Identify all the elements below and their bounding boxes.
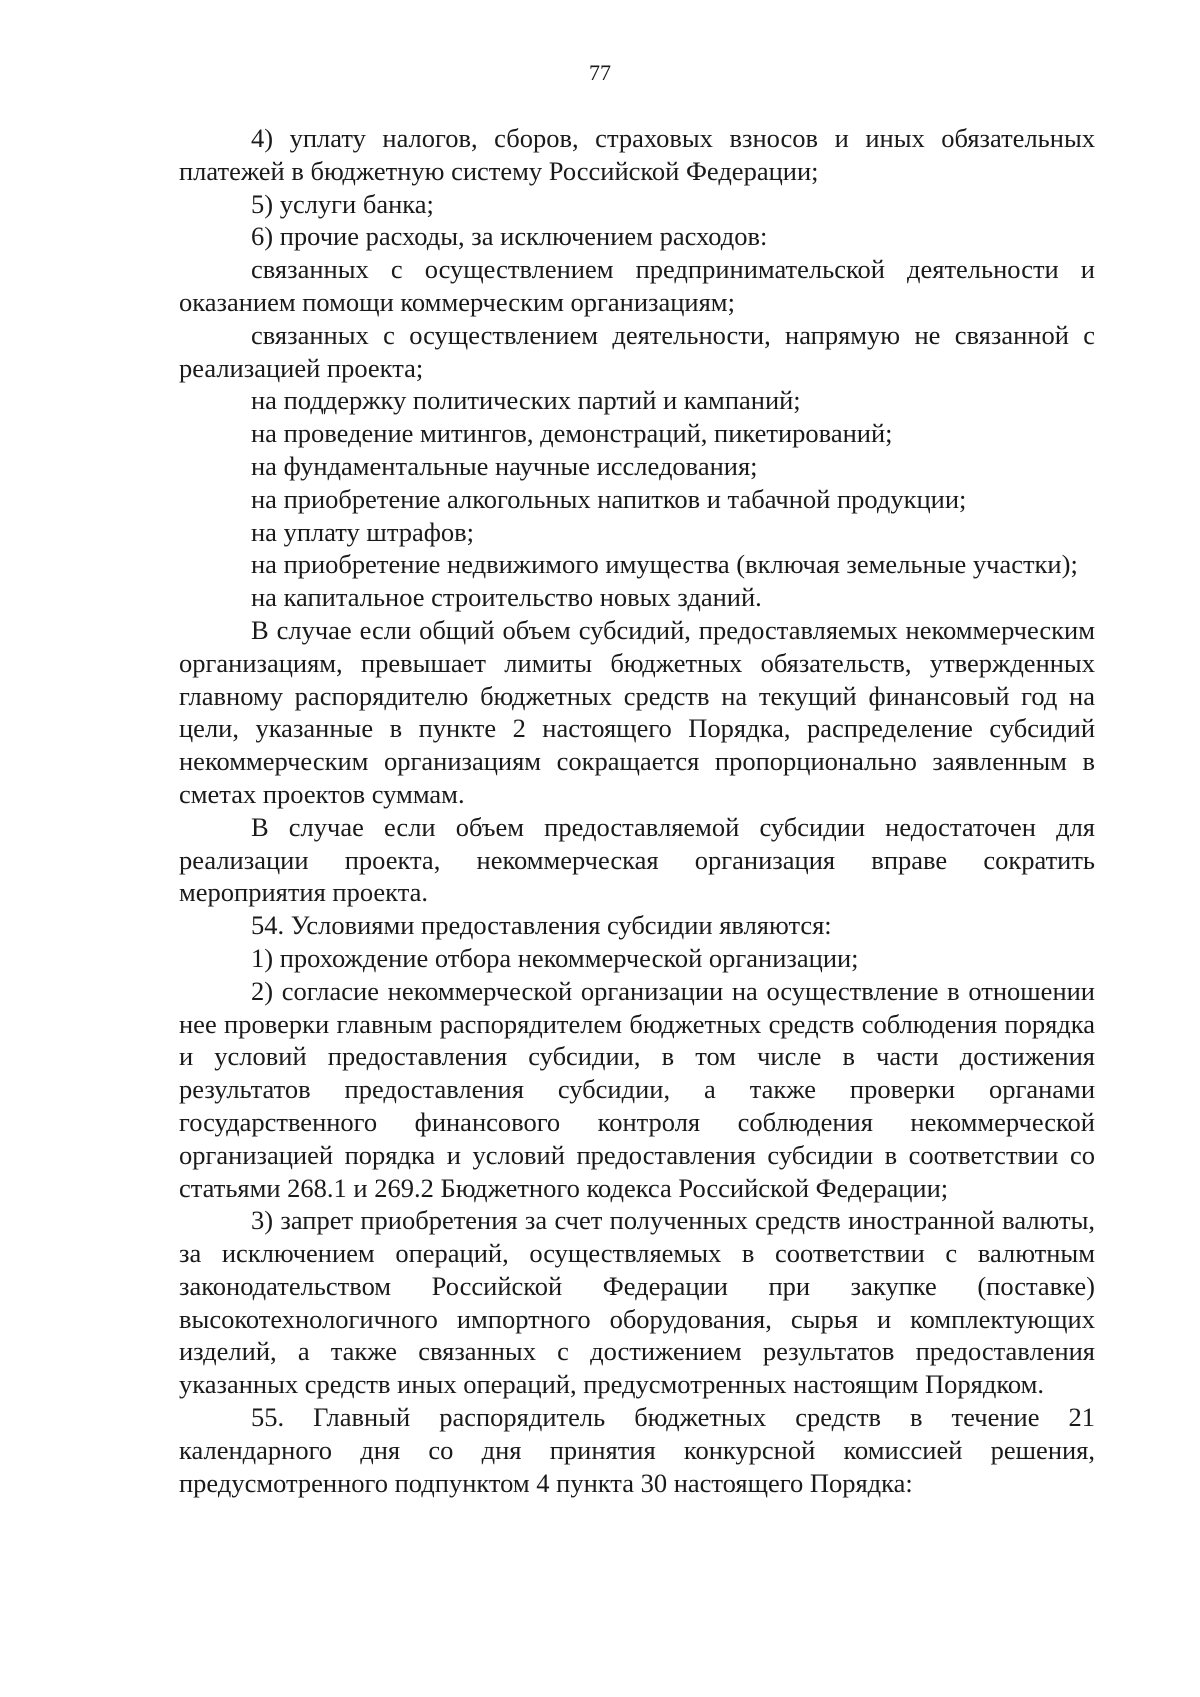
paragraph-exclusion-real-estate: на приобретение недвижимого имущества (включая земельные участки); <box>251 549 1078 580</box>
page-number: 77 <box>589 60 611 85</box>
body-text <box>179 122 1095 1499</box>
paragraph-item-4: 4) уплату налогов, сборов, страховых взносов и иных обязательных платежей в бюджетную систему Российской Федерации; <box>179 123 1095 186</box>
paragraph-exclusion-political: на поддержку политических партий и кампаний; <box>251 385 801 416</box>
paragraph-exclusion-commercial: связанных с осуществлением предпринимательской деятельности и оказанием помощи коммерческим организациям; <box>179 254 1095 317</box>
paragraph-condition-3: 3) запрет приобретения за счет полученных средств иностранной валюты, за исключением операций, осуществляемых в соответствии с валютным законодательством Российской Федерации при закупке (поставке) высокотехнологичного импортного оборудования, сырья и комплектующих изделий, а также связанных с достижением результатов предоставления указанных средств иных операций, предусмотренных настоящим Порядком. <box>179 1205 1095 1400</box>
paragraph-subsidy-reduction: В случае если общий объем субсидий, предоставляемых некоммерческим организациям, превышает лимиты бюджетных обязательств, утвержденных главному распорядителю бюджетных средств на текущий финансовый год на цели, указанные в пункте 2 настоящего Порядка, распределение субсидий некоммерческим организациям сокращается пропорционально заявленным в сметах проектов суммам. <box>179 614 1095 809</box>
paragraph-exclusion-unrelated: связанных с осуществлением деятельности, напрямую не связанной с реализацией проекта; <box>179 319 1095 383</box>
paragraph-exclusion-construction: на капитальное строительство новых зданий. <box>251 582 762 613</box>
paragraph-exclusion-alcohol: на приобретение алкогольных напитков и табачной продукции; <box>251 483 967 514</box>
paragraph-insufficient-subsidy: В случае если объем предоставляемой субсидии недостаточен для реализации проекта, некоммерческая организация вправе сократить мероприятия проекта. <box>179 811 1095 908</box>
paragraph-exclusion-fines: на уплату штрафов; <box>251 516 475 547</box>
paragraph-clause-55: 55. Главный распорядитель бюджетных средств в течение 21 календарного дня со дня принятия конкурсной комиссией решения, предусмотренного подпунктом 4 пункта 30 настоящего Порядка: <box>179 1402 1095 1498</box>
paragraph-exclusion-research: на фундаментальные научные исследования; <box>251 450 758 481</box>
paragraph-condition-1: 1) прохождение отбора некоммерческой организации; <box>251 942 859 973</box>
paragraph-exclusion-rallies: на проведение митингов, демонстраций, пикетирований; <box>251 418 893 449</box>
paragraph-condition-2: 2) согласие некоммерческой организации на осуществление в отношении нее проверки главным распорядителем бюджетных средств соблюдения порядка и условий предоставления субсидии, в том числе в части достижения результатов предоставления субсидии, а также проверки органами государственного финансового контроля соблюдения некоммерческой организацией порядка и условий предоставления субсидии в соответствии со статьями 268.1 и 269.2 Бюджетного кодекса Российской Федерации; <box>179 975 1095 1203</box>
paragraph-item-6: 6) прочие расходы, за исключением расходов: <box>251 221 768 252</box>
paragraph-item-5: 5) услуги банка; <box>251 188 434 219</box>
paragraph-clause-54: 54. Условиями предоставления субсидии являются: <box>251 910 832 941</box>
